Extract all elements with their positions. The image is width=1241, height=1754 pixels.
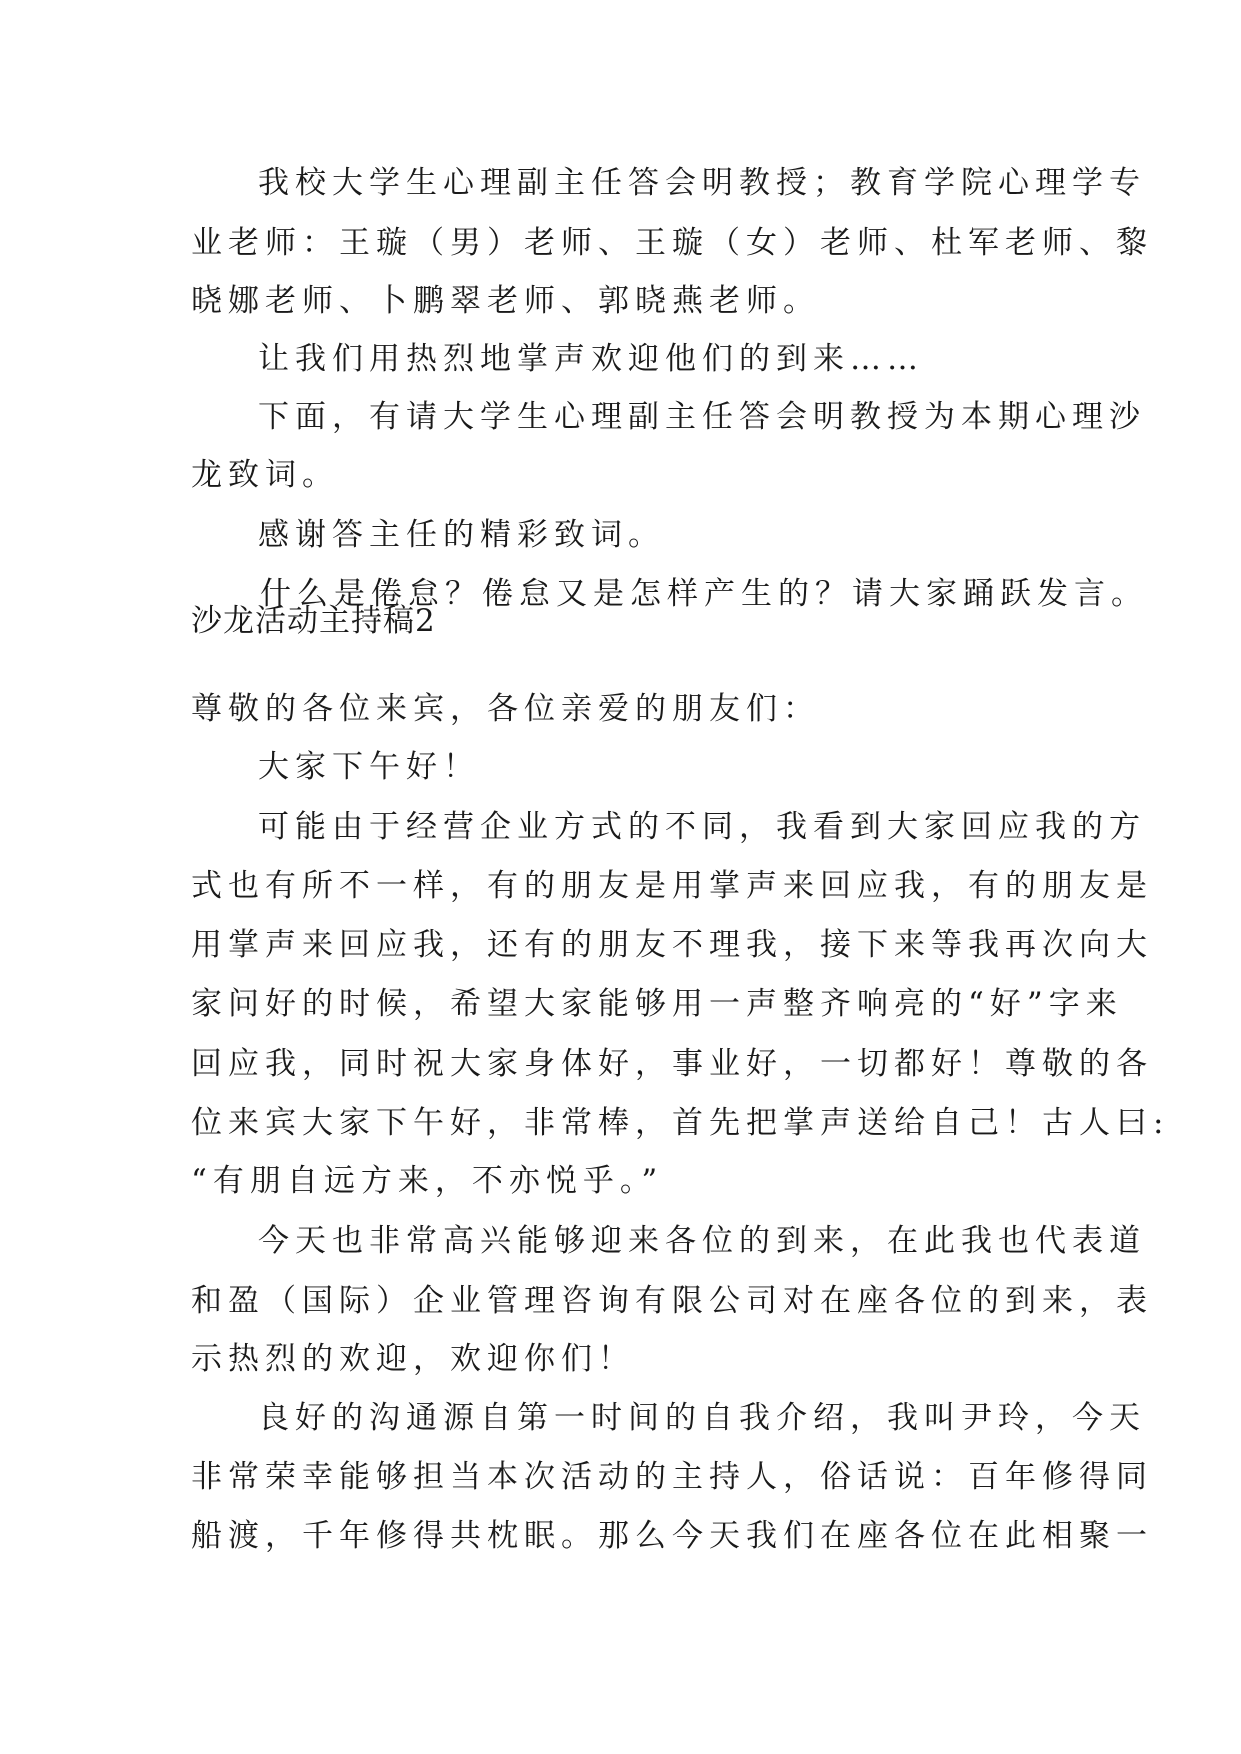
text-line: 可能由于经营企业方式的不同，我看到大家回应我的方 — [258, 809, 1146, 845]
text-line: 下面，有请大学生心理副主任答会明教授为本期心理沙 — [258, 399, 1146, 435]
text-line: 回应我，同时祝大家身体好，事业好，一切都好！尊敬的各 — [191, 1046, 1153, 1082]
text-line: 龙致词。 — [191, 457, 339, 493]
text-line: 船渡，千年修得共枕眠。那么今天我们在座各位在此相聚一 — [191, 1518, 1153, 1554]
text-line: 位来宾大家下午好，非常棒，首先把掌声送给自己！古人曰: — [191, 1105, 1170, 1141]
text-line: 什么是倦怠？倦怠又是怎样产生的？请大家踊跃发言。 — [260, 576, 1148, 612]
salutation: 尊敬的各位来宾，各位亲爱的朋友们： — [191, 691, 820, 727]
section-title: 沙龙活动主持稿2 — [191, 603, 436, 639]
text-line: 让我们用热烈地掌声欢迎他们的到来…… — [258, 341, 924, 377]
text-line: 业老师：王璇（男）老师、王璇（女）老师、杜军老师、黎 — [191, 225, 1153, 261]
text-line: 式也有所不一样，有的朋友是用掌声来回应我，有的朋友是 — [191, 868, 1153, 904]
text-line: 晓娜老师、卜鹏翠老师、郭晓燕老师。 — [191, 283, 820, 319]
text-line: 感谢答主任的精彩致词。 — [258, 517, 665, 553]
text-line: 用掌声来回应我，还有的朋友不理我，接下来等我再次向大 — [191, 927, 1153, 963]
text-line: 家问好的时候，希望大家能够用一声整齐响亮的“好”字来 — [191, 986, 1123, 1022]
text-line: 我校大学生心理副主任答会明教授；教育学院心理学专 — [258, 165, 1146, 201]
text-line: 大家下午好！ — [258, 749, 480, 785]
text-line: “有朋自远方来，不亦悦乎。” — [191, 1163, 664, 1199]
text-line: 良好的沟通源自第一时间的自我介绍，我叫尹玲，今天 — [258, 1400, 1146, 1436]
text-line: 今天也非常高兴能够迎来各位的到来，在此我也代表道 — [258, 1223, 1146, 1259]
text-line: 示热烈的欢迎，欢迎你们！ — [191, 1341, 635, 1377]
text-line: 和盈（国际）企业管理咨询有限公司对在座各位的到来，表 — [191, 1283, 1153, 1319]
text-line: 非常荣幸能够担当本次活动的主持人，俗话说：百年修得同 — [191, 1459, 1153, 1495]
